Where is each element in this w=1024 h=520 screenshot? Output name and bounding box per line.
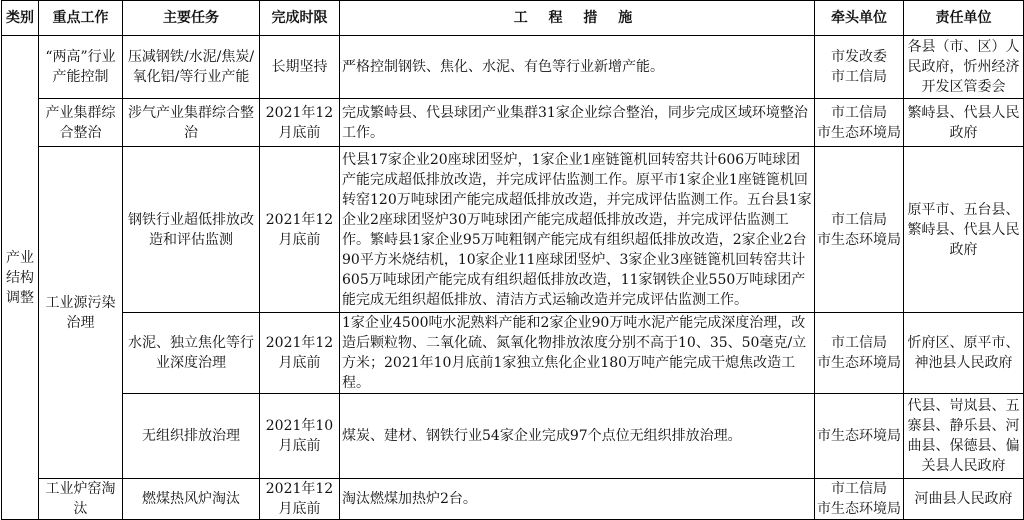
category-cell: 产业结构调整 [2,36,39,520]
header-lead: 牵头单位 [815,1,904,36]
header-measure: 工 程 措 施 [340,1,815,36]
task-cell: 无组织排放治理 [123,394,260,479]
table-row [2,313,1024,394]
deadline-cell: 长期坚持 [260,36,340,99]
task-cell: 涉气产业集群综合整治 [123,99,260,147]
work-cell: 工业源污染治理 [39,147,123,479]
lead-unit: 市工信局 [831,481,887,497]
deadline-cell: 2021年12月底前 [260,99,340,147]
lead-cell [815,36,904,99]
table-row [2,394,1024,479]
work-cell: 工业炉窑淘汰 [39,479,123,520]
resp-cell: 各县（市、区）人民政府，忻州经济开发区管委会 [904,36,1024,99]
header-resp: 责任单位 [904,1,1024,36]
lead-unit: 市生态环境局 [817,355,901,371]
resp-cell: 代县、岢岚县、五寨县、静乐县、河曲县、保德县、偏关县人民政府 [904,394,1024,479]
measures-table [1,0,1024,520]
lead-unit: 市生态环境局 [817,231,901,248]
header-deadline: 完成时限 [260,1,340,36]
lead-cell [815,479,904,520]
measure-cell: 煤炭、建材、钢铁行业54家企业完成97个点位无组织排放治理。 [340,394,815,479]
measure-cell: 严格控制钢铁、焦化、水泥、有色等行业新增产能。 [340,36,815,99]
work-cell: “两高”行业产能控制 [39,36,123,99]
lead-unit: 市发改委 [831,49,887,65]
deadline-cell: 2021年12月底前 [260,479,340,520]
table-row [2,36,1024,99]
deadline-cell: 2021年10月底前 [260,394,340,479]
header-task: 主要任务 [123,1,260,36]
resp-cell: 河曲县人民政府 [904,479,1024,520]
lead-cell [815,99,904,147]
lead-cell [815,147,904,313]
task-cell: 压减钢铁/水泥/焦炭/氧化铝/等行业产能 [123,36,260,99]
lead-cell [815,313,904,394]
lead-unit: 市生态环境局 [817,428,901,444]
task-cell: 钢铁行业超低排放改造和评估监测 [123,147,260,313]
deadline-cell: 2021年12月底前 [260,313,340,394]
header-row [2,1,1024,36]
header-category: 类别 [2,1,39,36]
lead-unit: 市工信局 [831,335,887,351]
measure-cell: 完成繁峙县、代县球团产业集群31家企业综合整治，同步完成区域环境整治工作。 [340,99,815,147]
table-row [2,99,1024,147]
measure-cell: 代县17家企业20座球团竖炉，1家企业1座链篦机回转窑共计606万吨球团产能完成超低排放改造，并完成评估监测工作。原平市1家企业1座链篦机回转窑120万吨球团产能完成超低排放改造，并完成评估监测工作。五台县1家企业2座球团竖炉30万吨球团产能完成超低排放改造，并完成评估监测工作。繁峙县1家企业95万吨粗钢产能完成有组织超低排放改造，2家企业2台90平方米烧结机，10家企业11座球团竖炉、3家企业3座链篦机回转窑共计605万吨球团产能完成有组织超低排放改造，11家钢铁企业550万吨球团产能完成无组织超低排放、清洁方式运输改造并完成评估监测工作。 [340,147,815,313]
table-row [2,147,1024,313]
lead-unit: 市生态环境局 [817,501,901,517]
resp-cell: 原平市、五台县、繁峙县、代县人民政府 [904,147,1024,313]
work-cell: 产业集群综合整治 [39,99,123,147]
deadline-cell: 2021年12月底前 [260,147,340,313]
table-row [2,479,1024,520]
resp-cell: 忻府区、原平市、神池县人民政府 [904,313,1024,394]
measure-cell: 1家企业4500吨水泥熟料产能和2家企业90万吨水泥产能完成深度治理，改造后颗粒物、二氧化硫、氮氧化物排放浓度分别不高于10、35、50毫克/立方米；2021年10月底前1家独立焦化企业180万吨产能完成干熄焦改造工程。 [340,313,815,394]
task-cell: 燃煤热风炉淘汰 [123,479,260,520]
lead-unit: 市生态环境局 [817,124,901,141]
lead-unit: 市工信局 [831,211,887,228]
measure-cell: 淘汰燃煤加热炉2台。 [340,479,815,520]
lead-unit: 市工信局 [831,104,887,121]
lead-cell [815,394,904,479]
lead-unit: 市工信局 [831,69,887,85]
task-cell: 水泥、独立焦化等行业深度治理 [123,313,260,394]
resp-cell: 繁峙县、代县人民政府 [904,99,1024,147]
header-work: 重点工作 [39,1,123,36]
